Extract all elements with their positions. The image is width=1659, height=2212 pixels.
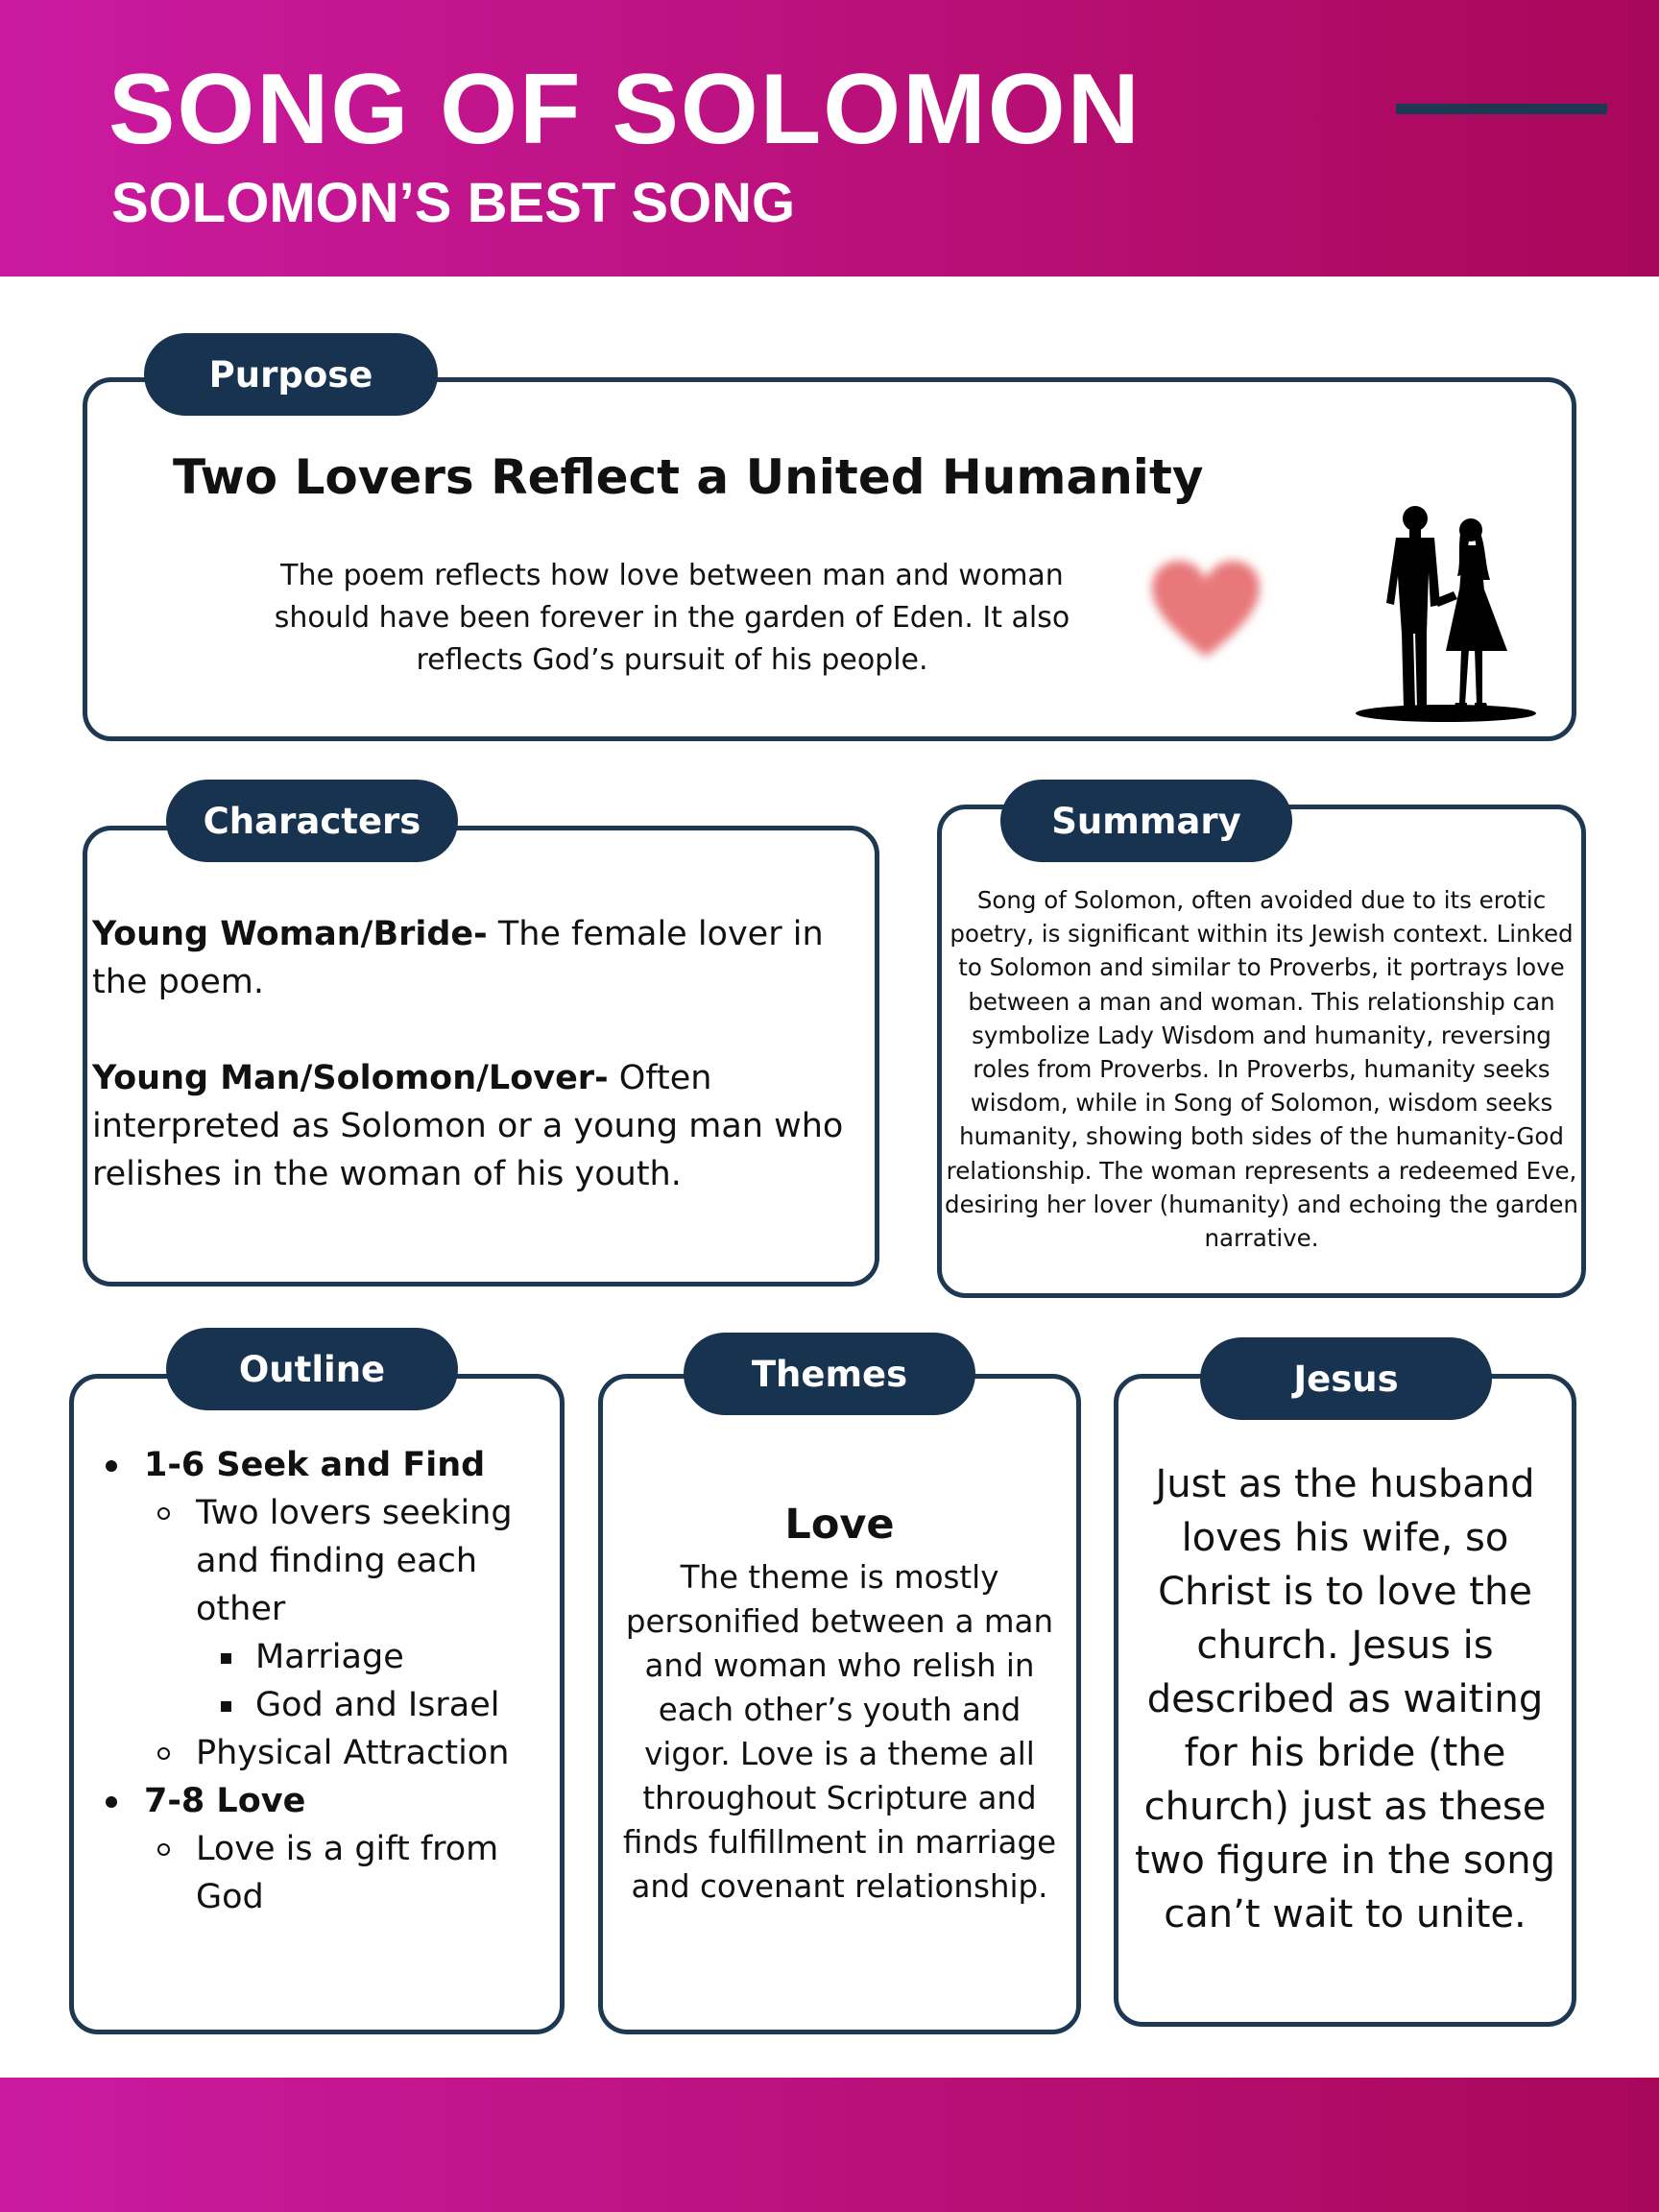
- bullet-square-icon: [221, 1681, 231, 1712]
- page-subtitle: SOLOMON’S BEST SONG: [111, 172, 796, 234]
- bullet-dot-icon: [106, 1777, 117, 1808]
- summary-text: Song of Solomon, often avoided due to its erotic poetry, is significant within its Jewish context. Linked to Solomon and similar to Proverbs, it portrays love between a man and woman. This relationship can symbolize Lady Wisdom and humanity, reversing roles from Proverbs. In Proverbs, humanity seeks wisdom, while in Song of Solomon, wisdom seeks humanity, showing both sides of the humanity-God relationship. The woman represents a redeemed Eve, desiring her lover (humanity) and echoing the garden narrative.: [945, 886, 1578, 1253]
- outline-subpoint: [106, 1633, 557, 1681]
- page-title: SONG OF SOLOMON: [108, 54, 1142, 165]
- character-description: Often interpreted as Solomon or a young man who relishes in the woman of his youth.: [92, 1059, 844, 1193]
- purpose-text: The poem reflects how love between man and woman should have been forever in the garden of Eden. It also reflects God’s pursuit of his people.: [274, 559, 1070, 677]
- characters-list: [92, 910, 870, 1198]
- couple-silhouette-icon: [1354, 499, 1538, 726]
- outline-list: [106, 1441, 557, 1921]
- character-entry: [92, 1054, 870, 1198]
- bullet-square-icon: [221, 1633, 231, 1664]
- bullet-ring-icon: [157, 1825, 170, 1856]
- purpose-label: Purpose: [144, 333, 438, 416]
- themes-label: Themes: [684, 1333, 975, 1415]
- jesus-label: Jesus: [1200, 1337, 1492, 1420]
- outline-section: [106, 1441, 557, 1489]
- outline-section-title: 1-6 Seek and Find: [144, 1446, 486, 1484]
- character-description: The female lover in the poem.: [92, 915, 824, 1001]
- footer-band: [0, 2078, 1659, 2212]
- outline-point-text: Physical Attraction: [196, 1734, 510, 1772]
- outline-point: [106, 1489, 557, 1633]
- outline-subpoint-text: Marriage: [255, 1638, 404, 1676]
- outline-point: [106, 1825, 557, 1921]
- outline-point-text: Love is a gift from God: [196, 1830, 499, 1916]
- purpose-heading: Two Lovers Reflect a United Humanity: [173, 449, 1204, 505]
- characters-label: Characters: [166, 780, 458, 862]
- outline-section: [106, 1777, 557, 1825]
- character-entry: [92, 910, 870, 1006]
- summary-label: Summary: [1000, 780, 1292, 862]
- character-name: Young Man/Solomon/Lover-: [92, 1059, 609, 1097]
- heart-icon: [1148, 557, 1263, 662]
- title-divider: [1396, 104, 1607, 114]
- character-name: Young Woman/Bride-: [92, 915, 488, 953]
- bullet-ring-icon: [157, 1489, 170, 1520]
- themes-heading: Love: [784, 1501, 895, 1549]
- outline-subpoint: [106, 1681, 557, 1729]
- outline-section-title: 7-8 Love: [144, 1782, 306, 1820]
- outline-point-text: Two lovers seeking and finding each other: [196, 1494, 513, 1628]
- outline-label: Outline: [166, 1328, 458, 1410]
- bullet-dot-icon: [106, 1441, 117, 1472]
- bullet-ring-icon: [157, 1729, 170, 1760]
- outline-point: [106, 1729, 557, 1777]
- themes-text: The theme is mostly personified between a man and woman who relish in each other’s youth and vigor. Love is a theme all throughout Scripture and finds fulfillment in marriage and covenant relationship.: [622, 1559, 1057, 1905]
- jesus-text: Just as the husband loves his wife, so Christ is to love the church. Jesus is described as waiting for his bride (the church) just as these two figure in the song can’t wait to unite.: [1134, 1462, 1555, 1936]
- outline-subpoint-text: God and Israel: [255, 1686, 500, 1724]
